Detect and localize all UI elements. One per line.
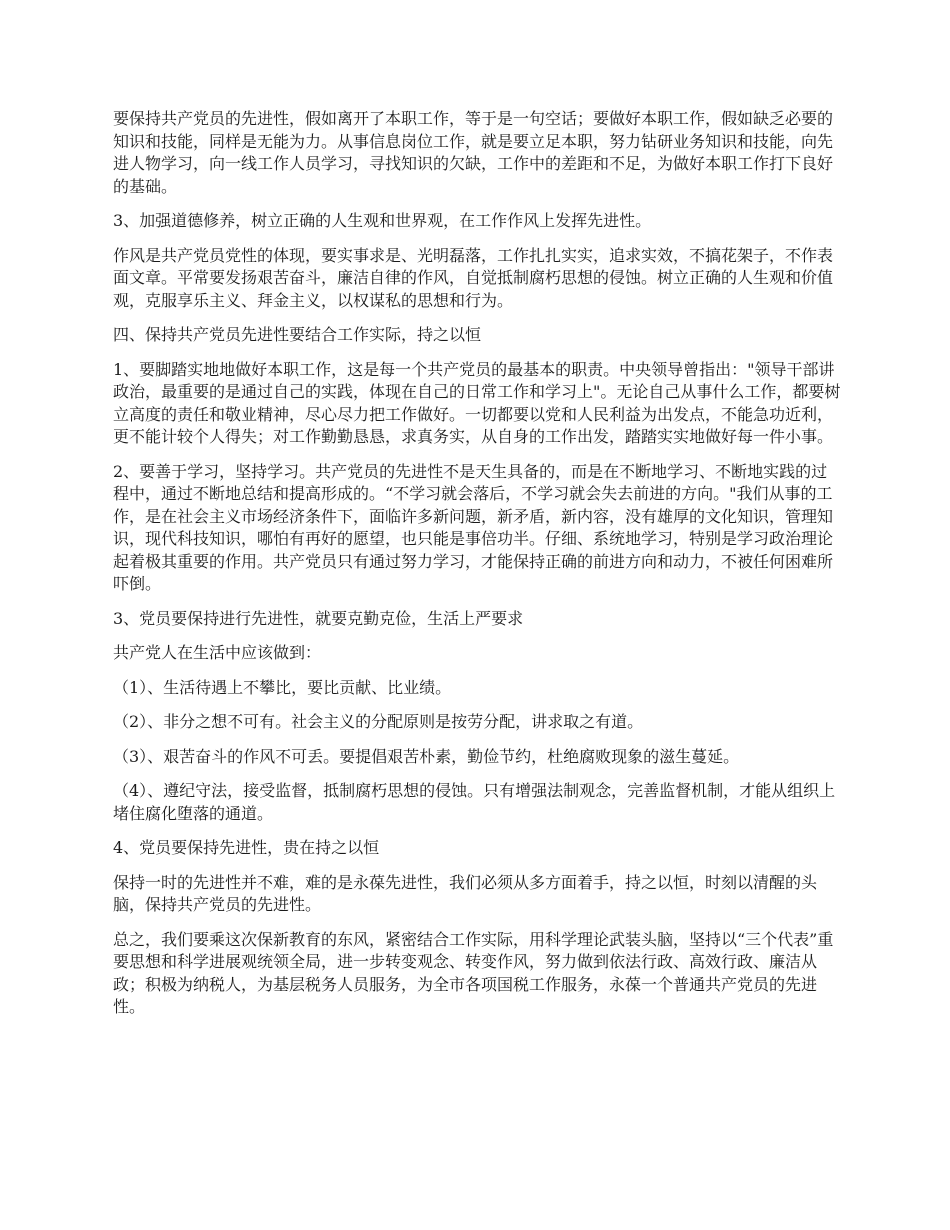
paragraph-sub-3: （3）、艰苦奋斗的作风不可丢。要提倡艰苦朴素，勤俭节约，杜绝腐败现象的滋生蔓延。 (113, 746, 740, 766)
paragraph-item-3: 3、党员要保持进行先进性，就要克勤克俭，生活上严要求 (113, 608, 524, 628)
paragraph-persist: 保持一时的先进性并不难，难的是永葆先进性，我们必须从多方面着手，持之以恒，时刻以清醒的头脑，保持共产党员的先进性。 (113, 872, 818, 914)
paragraph-intro: 要保持共产党员的先进性，假如离开了本职工作，等于是一句空话；要做好本职工作，假如缺乏必要的知识和技能，同样是无能为力。从事信息岗位工作，就是要立足本职，努力钻研业务知识和技能，向先进人物学习，向一线工作人员学习，寻找知识的欠缺，工作中的差距和不足，为做好本职工作打下良好的基础。 (113, 109, 834, 196)
paragraph-conclusion: 总之，我们要乘这次保新教育的东风，紧密结合工作实际，用科学理论武装头脑，坚持以“三个代表”重要思想和科学进展观统领全局，进一步转变观念、转变作风，努力做到依法行政、高效行政、廉洁从政；积极为纳税人，为基层税务人员服务，为全市各项国税工作服务，永葆一个普通共产党员的先进性。 (113, 929, 834, 1016)
paragraph-item-4: 4、党员要保持先进性，贵在持之以恒 (113, 838, 380, 857)
paragraph-style: 作风是共产党员党性的体现，要实事求是、光明磊落，工作扎扎实实，追求实效，不搞花架子，不作表面文章。平常要发扬艰苦奋斗，廉洁自律的作风，自觉抵制腐朽思想的侵蚀。树立正确的人生观和价值观，克服享乐主义、拜金主义，以权谋私的思想和行为。 (113, 245, 834, 310)
paragraph-heading-3: 3、加强道德修养，树立正确的人生观和世界观，在工作作风上发挥先进性。 (113, 211, 652, 230)
paragraph-item-2: 2、要善于学习，坚持学习。共产党员的先进性不是天生具备的，而是在不断地学习、不断地实践的过程中，通过不断地总结和提高形成的。“不学习就会落后，不学习就会失去前进的方向。"我们从事的工作，是在社会主义市场经济条件下，面临许多新问题，新矛盾，新内容，没有雄厚的文化知识，管理知识，现代科技知识，哪怕有再好的愿望，也只能是事倍功半。仔细、系统地学习，特别是学习政治理论起着极其重要的作用。共产党员只有通过努力学习，才能保持正确的前进方向和动力，不被任何困难所吓倒。 (113, 461, 834, 593)
paragraph-life-intro: 共产党人在生活中应该做到： (113, 643, 322, 662)
document-page (113, 108, 843, 1031)
paragraph-sub-1: （1）、生活待遇上不攀比，要比贡献、比业绩。 (113, 677, 452, 697)
section-heading-4: 四、保持共产党员先进性要结合工作实际，持之以恒 (113, 325, 482, 344)
paragraph-sub-2: （2）、非分之想不可有。社会主义的分配原则是按劳分配，讲求取之有道。 (113, 712, 644, 731)
paragraph-item-1: 1、要脚踏实地地做好本职工作，这是每一个共产党员的最基本的职责。中央领导曾指出："领导干部讲政治，最重要的是通过自己的实践，体现在自己的日常工作和学习上"。无论自己从事什么工作，都要树立高度的责任和敬业精神，尽心尽力把工作做好。一切都要以党和人民利益为出发点，不能急功近利，更不能计较个人得失；对工作勤勤恳恳，求真务实，从自身的工作出发，踏踏实实地做好每一件小事。 (113, 359, 841, 446)
paragraph-sub-4: （4）、遵纪守法，接受监督，抵制腐朽思想的侵蚀。只有增强法制观念，完善监督机制，才能从组织上堵住腐化堕落的通道。 (113, 781, 836, 823)
